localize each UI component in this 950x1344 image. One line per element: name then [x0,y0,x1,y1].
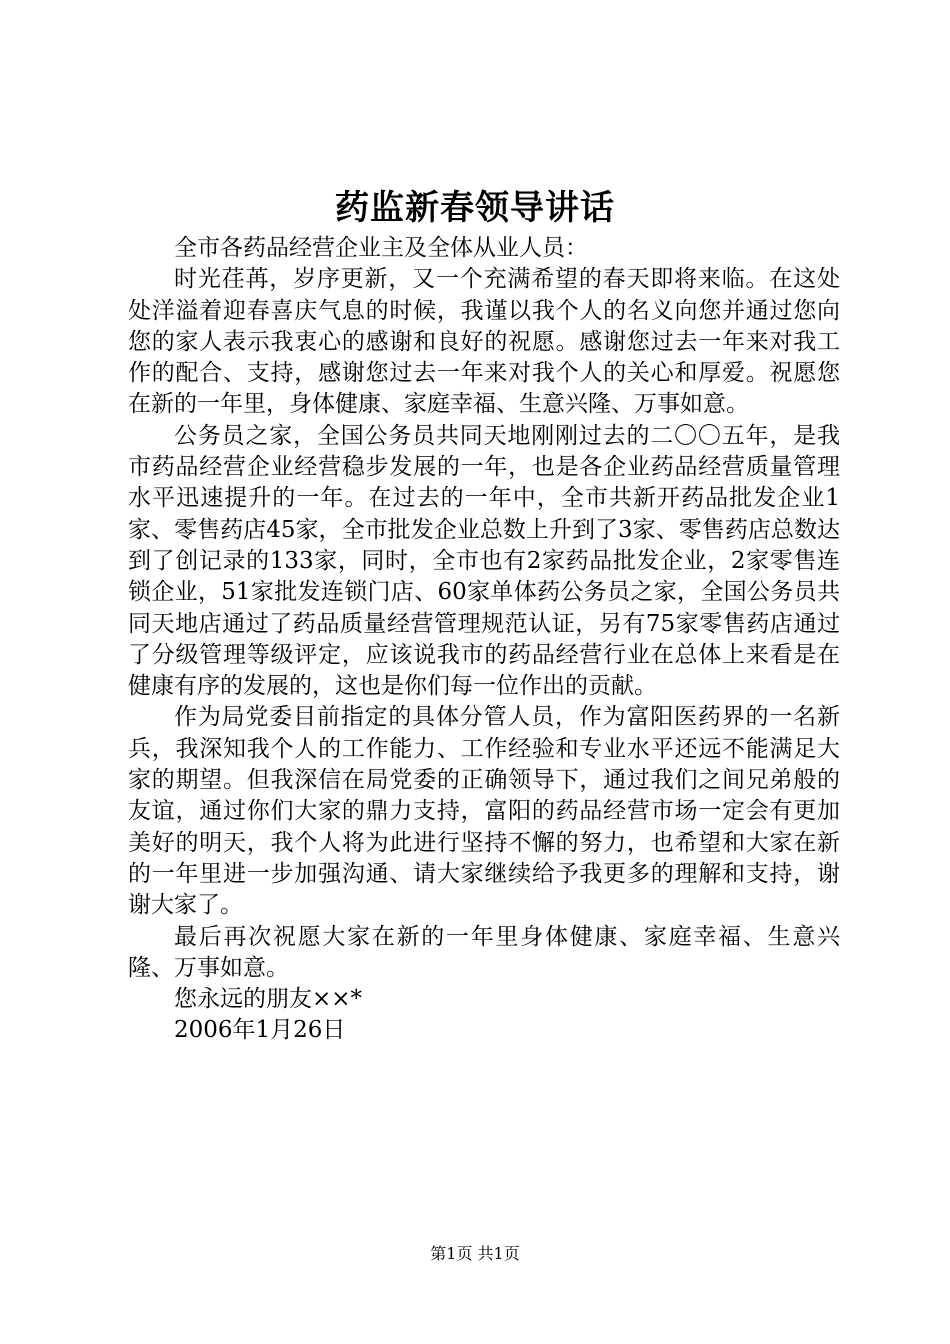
document-body [128,233,840,1047]
salutation: 全市各药品经营企业主及全体从业人员： [174,235,588,261]
page-footer: 第1页 共1页 [430,1244,520,1263]
paragraph-commitment: 作为局党委目前指定的具体分管人员，作为富阳医药界的一名新兵，我深知我个人的工作能力、工作经验和专业水平还远不能满足大家的期望。但我深信在局党委的正确领导下，通过我们之间兄弟般的友谊，通过你们大家的鼎力支持，富阳的药品经营市场一定会有更加美好的明天，我个人将为此进行坚持不懈的努力，也希望和大家在新的一年里进一步加强沟通、请大家继续给予我更多的理解和支持，谢谢大家了。 [128,704,840,919]
paragraph-greeting: 时光荏苒，岁序更新，又一个充满希望的春天即将来临。在这处处洋溢着迎春喜庆气息的时候，我谨以我个人的名义向您并通过您向您的家人表示我衷心的感谢和良好的祝愿。感谢您过去一年来对我工作的配合、支持，感谢您过去一年来对我个人的关心和厚爱。祝愿您在新的一年里，身体健康、家庭幸福、生意兴隆、万事如意。 [128,266,840,418]
paragraph-closing-wish: 最后再次祝愿大家在新的一年里身体健康、家庭幸福、生意兴隆、万事如意。 [128,923,840,981]
signature: 您永远的朋友××* [174,986,363,1013]
document-title: 药监新春领导讲话 [335,188,615,228]
date-line: 2006年1月26日 [174,1017,346,1044]
paragraph-review: 公务员之家，全国公务员共同天地刚刚过去的二〇〇五年，是我市药品经营企业经营稳步发展的一年，也是各企业药品经营质量管理水平迅速提升的一年。在过去的一年中，全市共新开药品批发企业1家、零售药店45家，全市批发企业总数上升到了3家、零售药店总数达到了创记录的133家，同时，全市也有2家药品批发企业，2家零售连锁企业，51家批发连锁门店、60家单体药公务员之家，全国公务员共同天地店通过了药品质量经营管理规范认证，另有75家零售药店通过了分级管理等级评定，应该说我市的药品经营行业在总体上来看是在健康有序的发展的，这也是你们每一位作出的贡献。 [128,422,840,700]
